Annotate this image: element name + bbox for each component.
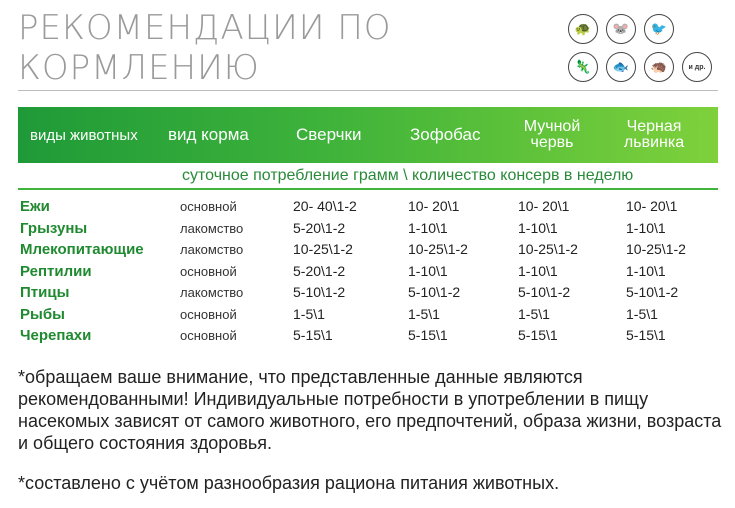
value-zophobas: 1-10\1 — [408, 262, 448, 279]
value-crickets: 5-20\1-2 — [293, 262, 346, 279]
table-row — [18, 325, 718, 346]
note-source: *составлено с учётом разнообразия рациона питания животных. — [18, 473, 560, 493]
turtle-icon: 🐢 — [568, 14, 598, 44]
value-blackfly: 5-10\1-2 — [626, 284, 679, 300]
page-title — [18, 8, 392, 88]
hedgehog-icon: 🦔 — [644, 52, 674, 82]
bird-icon: 🐦 — [644, 14, 674, 44]
value-zophobas: 5-10\1-2 — [408, 284, 461, 300]
value-mealworm: 10- 20\1 — [518, 198, 570, 214]
value-blackfly: 1-10\1 — [626, 219, 666, 236]
feed-type: основной — [180, 306, 237, 322]
animal-name: Рептилии — [20, 262, 92, 280]
note-disclaimer: *обращаем ваше внимание, что представленные данные являются рекомендованными! Индивидуальные потребности в употреблении в пищу насекомых зависят от самого животного, его предпочтений, образа жизни, возраста и общего состояния здоровья. — [18, 367, 722, 453]
animal-name: Птицы — [20, 284, 70, 301]
value-mealworm: 1-5\1 — [518, 305, 550, 322]
value-mealworm: 5-10\1-2 — [518, 284, 571, 300]
value-zophobas: 1-10\1 — [408, 219, 448, 236]
value-crickets: 1-5\1 — [293, 305, 325, 322]
value-zophobas: 1-5\1 — [408, 305, 440, 322]
page-title-line1: РЕКОМЕНДАЦИИ ПО — [18, 8, 392, 48]
page-title-line2: КОРМЛЕНИЮ — [18, 48, 260, 88]
table-row — [18, 304, 718, 325]
value-blackfly: 10-25\1-2 — [626, 241, 686, 257]
animal-icons — [566, 12, 718, 88]
value-crickets: 20- 40\1-2 — [293, 198, 357, 214]
animal-name: Грызуны — [20, 219, 88, 237]
value-blackfly: 5-15\1 — [626, 327, 666, 343]
fish-icon: 🐟 — [606, 52, 636, 82]
title-divider — [18, 90, 718, 91]
value-mealworm: 10-25\1-2 — [518, 241, 578, 257]
lizard-icon: 🦎 — [568, 52, 598, 82]
animal-name: Рыбы — [20, 305, 65, 323]
header-blackfly: Черная львинка — [623, 118, 685, 151]
value-zophobas: 10- 20\1 — [408, 198, 460, 214]
header-crickets: Сверчки — [296, 125, 362, 144]
animal-name: Ежи — [20, 198, 50, 215]
animal-name: Млекопитающие — [20, 241, 144, 258]
table-row — [18, 261, 718, 282]
header-feed: вид корма — [168, 125, 249, 144]
etc-icon: и др. — [682, 52, 712, 82]
value-mealworm: 1-10\1 — [518, 262, 558, 279]
value-crickets: 10-25\1-2 — [293, 241, 353, 257]
value-crickets: 5-10\1-2 — [293, 284, 346, 300]
table-row — [18, 282, 718, 303]
table-header — [18, 107, 718, 163]
feed-type: основной — [180, 263, 237, 279]
animal-name: Черепахи — [20, 327, 92, 344]
value-blackfly: 10- 20\1 — [626, 198, 678, 214]
value-crickets: 5-20\1-2 — [293, 219, 346, 236]
value-zophobas: 5-15\1 — [408, 327, 448, 343]
table-subheader — [18, 164, 718, 190]
value-blackfly: 1-5\1 — [626, 305, 658, 322]
table-row — [18, 239, 718, 260]
header-mealworm: Мучной червь — [523, 118, 581, 151]
table-row — [18, 218, 718, 239]
subheader-text: суточное потребление грамм \ количество консерв в неделю — [182, 167, 634, 184]
feed-type: основной — [180, 199, 237, 214]
table-row — [18, 196, 718, 217]
value-mealworm: 1-10\1 — [518, 219, 558, 236]
value-zophobas: 10-25\1-2 — [408, 241, 468, 257]
header-animals: виды животных — [30, 126, 138, 144]
rodent-icon: 🐭 — [606, 14, 636, 44]
feed-type: лакомство — [180, 242, 244, 257]
feed-type: основной — [180, 328, 237, 343]
value-blackfly: 1-10\1 — [626, 262, 666, 279]
feed-type: лакомство — [180, 220, 244, 236]
feed-type: лакомство — [180, 285, 244, 300]
value-crickets: 5-15\1 — [293, 327, 333, 343]
value-mealworm: 5-15\1 — [518, 327, 558, 343]
header-zophobas: Зофобас — [410, 125, 481, 144]
